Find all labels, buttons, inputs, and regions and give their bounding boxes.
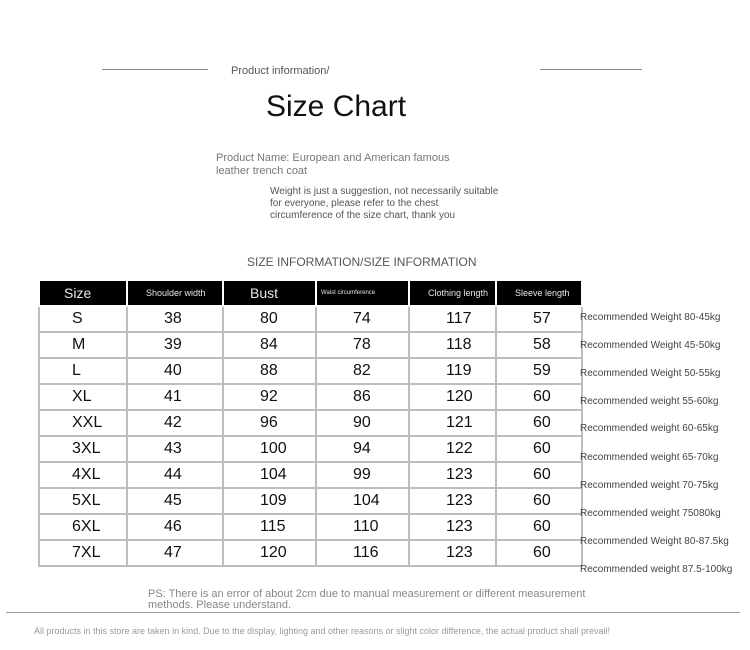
length-cell: 117 (409, 306, 496, 332)
length-cell: 123 (409, 462, 496, 488)
recommended-weight-note: Recommended weight 60-65kg (580, 423, 719, 434)
shoulder-cell: 44 (127, 462, 223, 488)
recommended-weight-note: Recommended Weight 80-87.5kg (580, 536, 729, 547)
weight-note: Weight is just a suggestion, not necessarily suitable for everyone, please refer to the chest circumference of the size chart, thank you (270, 186, 499, 221)
shoulder-cell: 39 (127, 332, 223, 358)
length-cell: 120 (409, 384, 496, 410)
bust-cell: 80 (223, 306, 316, 332)
length-cell: 118 (409, 332, 496, 358)
shoulder-cell: 45 (127, 488, 223, 514)
shoulder-cell: 43 (127, 436, 223, 462)
sleeve-cell: 59 (496, 358, 582, 384)
shoulder-cell: 46 (127, 514, 223, 540)
bust-cell: 88 (223, 358, 316, 384)
header-divider-right (540, 69, 642, 70)
header-size: Size (39, 280, 127, 306)
size-cell: 4XL (39, 462, 127, 488)
length-cell: 122 (409, 436, 496, 462)
store-disclaimer: All products in this store are taken in kind. Due to the display, lighting and other reasons or slight color difference, the actual product shall prevail! (34, 626, 610, 636)
sleeve-cell: 60 (496, 384, 582, 410)
product-info-label: Product information/ (231, 65, 330, 77)
size-cell: XXL (39, 410, 127, 436)
footer-divider (6, 612, 740, 613)
table-row (39, 358, 582, 384)
sleeve-cell: 60 (496, 462, 582, 488)
header-shoulder-width: Shoulder width (127, 280, 223, 306)
header-clothing-length: Clothing length (409, 280, 496, 306)
size-cell: 5XL (39, 488, 127, 514)
bust-cell: 120 (223, 540, 316, 566)
length-cell: 119 (409, 358, 496, 384)
recommended-weight-note: Recommended weight 65-70kg (580, 452, 719, 463)
size-cell: M (39, 332, 127, 358)
bust-cell: 104 (223, 462, 316, 488)
waist-cell: 116 (316, 540, 409, 566)
section-heading: SIZE INFORMATION/SIZE INFORMATION (247, 255, 477, 269)
bust-cell: 109 (223, 488, 316, 514)
table-row (39, 514, 582, 540)
table-row (39, 332, 582, 358)
sleeve-cell: 60 (496, 410, 582, 436)
sleeve-cell: 60 (496, 540, 582, 566)
size-cell: XL (39, 384, 127, 410)
recommended-weight-note: Recommended weight 75080kg (580, 508, 721, 519)
bust-cell: 100 (223, 436, 316, 462)
sleeve-cell: 57 (496, 306, 582, 332)
size-table (38, 279, 583, 567)
waist-cell: 78 (316, 332, 409, 358)
length-cell: 123 (409, 540, 496, 566)
product-name: Product Name: European and American famous leather trench coat (216, 152, 450, 177)
bust-cell: 115 (223, 514, 316, 540)
table-row (39, 488, 582, 514)
table-header-row (39, 280, 582, 306)
waist-cell: 94 (316, 436, 409, 462)
header-waist: Waist circumference (316, 280, 409, 306)
bust-cell: 92 (223, 384, 316, 410)
shoulder-cell: 47 (127, 540, 223, 566)
bust-cell: 84 (223, 332, 316, 358)
shoulder-cell: 40 (127, 358, 223, 384)
table-row (39, 306, 582, 332)
sleeve-cell: 58 (496, 332, 582, 358)
waist-cell: 104 (316, 488, 409, 514)
table-row (39, 410, 582, 436)
waist-cell: 86 (316, 384, 409, 410)
size-cell: L (39, 358, 127, 384)
table-row (39, 384, 582, 410)
recommended-weight-note: Recommended Weight 80-45kg (580, 312, 721, 323)
waist-cell: 82 (316, 358, 409, 384)
shoulder-cell: 38 (127, 306, 223, 332)
size-cell: 6XL (39, 514, 127, 540)
waist-cell: 110 (316, 514, 409, 540)
header-divider-left (102, 69, 208, 70)
table-row (39, 436, 582, 462)
bust-cell: 96 (223, 410, 316, 436)
waist-cell: 90 (316, 410, 409, 436)
sleeve-cell: 60 (496, 488, 582, 514)
table-row (39, 540, 582, 566)
shoulder-cell: 42 (127, 410, 223, 436)
size-cell: 7XL (39, 540, 127, 566)
page-title: Size Chart (266, 90, 407, 123)
waist-cell: 74 (316, 306, 409, 332)
sleeve-cell: 60 (496, 514, 582, 540)
measurement-note: PS: There is an error of about 2cm due to manual measurement or different measurement methods. Please understand. (148, 588, 586, 611)
length-cell: 123 (409, 514, 496, 540)
shoulder-cell: 41 (127, 384, 223, 410)
size-cell: 3XL (39, 436, 127, 462)
recommended-weight-note: Recommended weight 87.5-100kg (580, 564, 733, 575)
sleeve-cell: 60 (496, 436, 582, 462)
recommended-weight-note: Recommended Weight 45-50kg (580, 340, 721, 351)
waist-cell: 99 (316, 462, 409, 488)
length-cell: 121 (409, 410, 496, 436)
table-row (39, 462, 582, 488)
recommended-weight-note: Recommended Weight 50-55kg (580, 368, 721, 379)
size-cell: S (39, 306, 127, 332)
recommended-weight-note: Recommended weight 70-75kg (580, 480, 719, 491)
header-bust: Bust (223, 280, 316, 306)
length-cell: 123 (409, 488, 496, 514)
recommended-weight-note: Recommended weight 55-60kg (580, 396, 719, 407)
header-sleeve-length: Sleeve length (496, 280, 582, 306)
